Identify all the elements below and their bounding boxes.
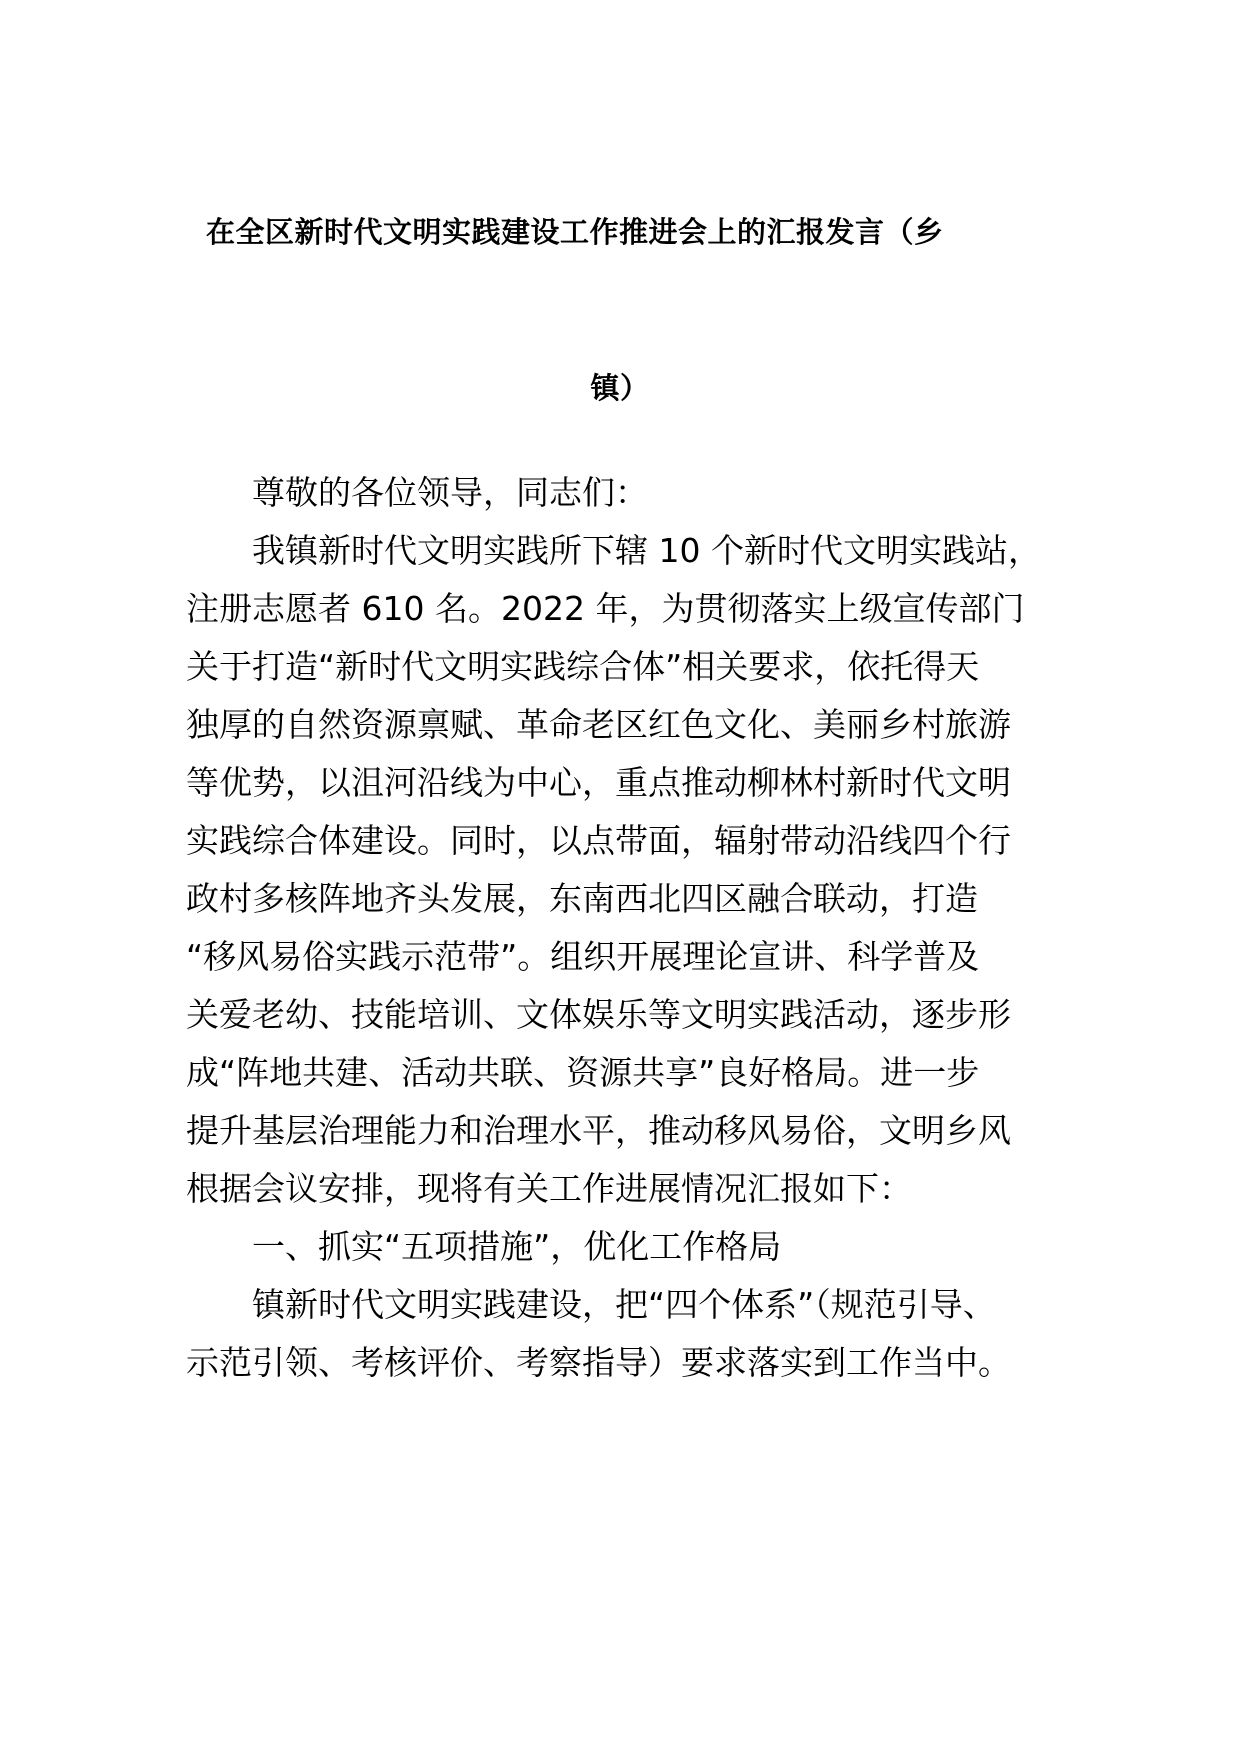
body-line: “移风易俗实践示范带”。组织开展理论宣讲、科学普及 (186, 937, 980, 976)
body-line: 政村多核阵地齐头发展，东南西北四区融合联动，打造 (186, 879, 978, 918)
body-line: 关于打造“新时代文明实践综合体”相关要求，依托得天 (186, 647, 980, 686)
body-line: 注册志愿者 610 名。2022 年，为贯彻落实上级宣传部门 (186, 589, 1025, 628)
body-line: 提升基层治理能力和治理水平，推动移风易俗，文明乡风 (186, 1111, 1011, 1150)
document-title-line-1: 在全区新时代文明实践建设工作推进会上的汇报发言（乡 (206, 215, 944, 249)
body-line: 成“阵地共建、活动共联、资源共享”良好格局。进一步 (186, 1053, 980, 1092)
salutation: 尊敬的各位领导，同志们： (252, 473, 648, 512)
body-line: 示范引领、考核评价、考察指导）要求落实到工作当中。 (186, 1343, 1011, 1382)
section-heading: 一、抓实“五项措施”，优化工作格局 (252, 1227, 782, 1266)
document-title-line-2: 镇） (590, 371, 650, 405)
body-line: 根据会议安排，现将有关工作进展情况汇报如下： (186, 1169, 912, 1208)
body-line: 等优势，以沮河沿线为中心，重点推动柳林村新时代文明 (186, 763, 1011, 802)
body-line: 独厚的自然资源禀赋、革命老区红色文化、美丽乡村旅游 (186, 705, 1011, 744)
body-line: 关爱老幼、技能培训、文体娱乐等文明实践活动，逐步形 (186, 995, 1011, 1034)
body-line: 镇新时代文明实践建设，把“四个体系”（规范引导、 (252, 1285, 996, 1324)
body-line: 我镇新时代文明实践所下辖 10 个新时代文明实践站， (252, 531, 1041, 570)
body-line: 实践综合体建设。同时，以点带面，辐射带动沿线四个行 (186, 821, 1011, 860)
